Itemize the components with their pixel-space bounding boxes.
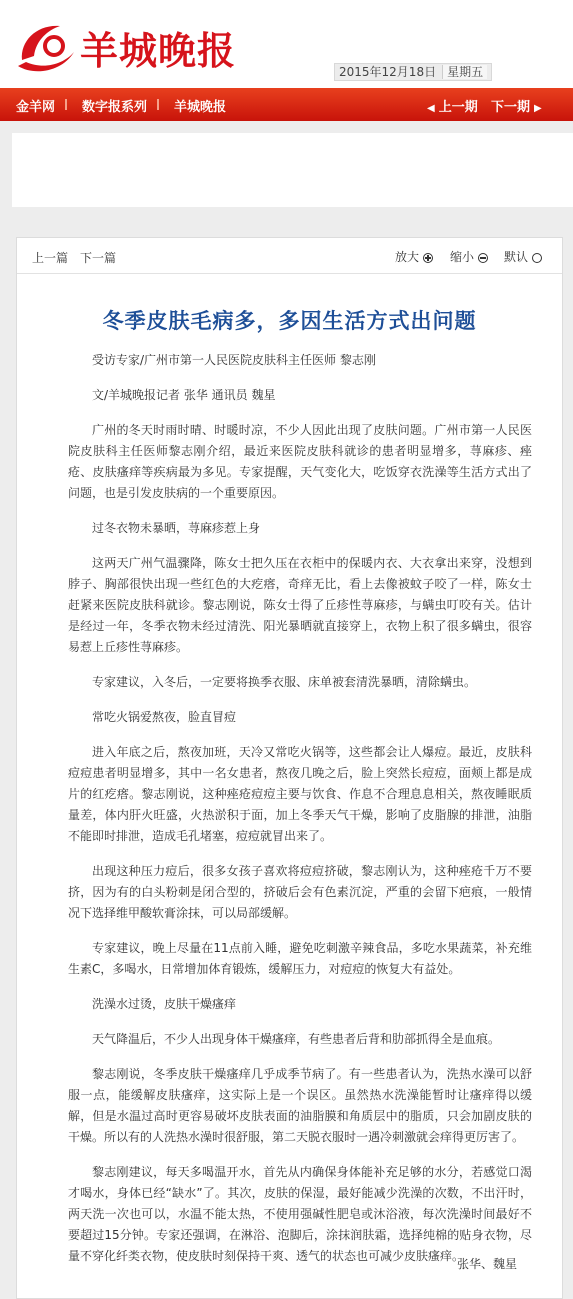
ad-banner-area <box>12 133 573 207</box>
prev-article-link[interactable]: 上一篇 <box>32 251 69 265</box>
toolbar-divider <box>17 273 562 274</box>
zoom-out-button[interactable] <box>450 248 488 265</box>
article-paragraph: 出现这种压力痘后，很多女孩子喜欢将痘痘挤破，黎志刚认为，这种痤疮千万不要挤，因为有的白头粉刺是闭合型的，挤破后会有色素沉淀，严重的会留下疤痕，一般情况下选择维甲酸软膏涂抹，可以局部缓解。 <box>68 864 532 920</box>
nav-item-digital-series[interactable]: 数字报系列 <box>82 100 148 115</box>
nav-divider <box>65 99 67 110</box>
zoom-in-label: 放大 <box>395 250 420 264</box>
section-heading: 过冬衣物未暴晒，荨麻疹惹上身 <box>92 521 261 535</box>
plus-circle-icon <box>423 253 433 263</box>
article-panel <box>16 237 563 1299</box>
article-paragraph: 专家建议，入冬后，一定要将换季衣服、床单被套清洗暴晒，清除螨虫。 <box>92 675 477 689</box>
logo-text: 羊城晚报 <box>80 28 237 73</box>
next-issue-label: 下一期 <box>491 100 531 115</box>
article-paragraph: 进入年底之后，熬夜加班，天冷又常吃火锅等，这些都会让人爆痘。最近，皮肤科痘痘患者明显增多，其中一名女患者，熬夜几晚之后，脸上突然长痘痘，面颊上都是成片的红疙瘩。黎志刚说，这种痤疮痘痘主要与饮食、作息不合理息息相关，熬夜睡眠质量差，体内肝火旺盛，火热淤积于面，加上冬季天气干燥，影响了皮脂腺的排泄，油脂不能即时排泄，造成毛孔堵塞，痘痘就冒出来了。 <box>68 745 532 843</box>
weekday-text: 星期五 <box>442 65 487 79</box>
circle-icon <box>532 253 542 263</box>
right-arrow-icon: ▶ <box>534 103 542 114</box>
prev-issue-link[interactable] <box>427 96 478 115</box>
byline-expert: 受访专家/广州市第一人民医院皮肤科主任医师 黎志刚 <box>92 353 376 367</box>
nav-item-yangcheng-evening[interactable]: 羊城晚报 <box>174 100 227 115</box>
zoom-out-label: 缩小 <box>450 250 475 264</box>
nav-bar <box>0 88 573 121</box>
prev-issue-label: 上一期 <box>438 100 478 115</box>
left-arrow-icon: ◀ <box>427 103 435 114</box>
zoom-default-button[interactable] <box>504 248 542 265</box>
article-paragraph: 这两天广州气温骤降，陈女士把久压在衣柜中的保暖内衣、大衣拿出来穿，没想到脖子、胸部很快出现一些红色的大疙瘩，奇痒无比，看上去像被蚊子咬了一样，陈女士赶紧来医院皮肤科就诊。黎志刚说，陈女士得了丘疹性荨麻疹，与螨虫叮咬有关。估计是经过一年，冬季衣物未经过清洗、阳光暴晒就直接穿上，衣物上积了很多螨虫，很容易惹上丘疹性荨麻疹。 <box>68 556 532 654</box>
article-paragraph: 天气降温后，不少人出现身体干燥瘙痒，有些患者后背和肋部抓得全是血痕。 <box>92 1032 501 1046</box>
issue-date <box>334 63 492 81</box>
zoom-in-button[interactable] <box>395 248 433 265</box>
article-paragraph: 专家建议，晚上尽量在11点前入睡，避免吃刺激辛辣食品，多吃水果蔬菜，补充维生素C，多喝水，日常增加体育锻炼，缓解压力，对痘痘的恢复大有益处。 <box>68 941 532 976</box>
date-text: 2015年12月18日 <box>339 65 437 79</box>
article-paragraph: 黎志刚说，冬季皮肤干燥瘙痒几乎成季节病了。有一些患者认为，洗热水澡可以舒服一点，能缓解皮肤瘙痒，这实际上是一个误区。虽然热水洗澡能暂时让瘙痒得以缓解，但是水温过高时更容易破坏皮肤表面的油脂膜和角质层中的脂质，只会加剧皮肤的干燥。所以有的人洗热水澡时很舒服，第二天脱衣服时一遇冷刺激就会痒得更厉害了。 <box>68 1067 532 1144</box>
section-heading: 常吃火锅爱熬夜，脸直冒痘 <box>92 710 237 724</box>
nav-item-jinyangwang[interactable]: 金羊网 <box>16 100 56 115</box>
byline-reporter: 文/羊城晚报记者 张华 通讯员 魏星 <box>92 388 276 402</box>
article-title: 冬季皮肤毛病多，多因生活方式出问题 <box>102 309 477 333</box>
article-paragraph: 广州的冬天时雨时晴、时暖时凉，不少人因此出现了皮肤问题。广州市第一人民医院皮肤科主任医师黎志刚介绍，最近来医院皮肤科就诊的患者明显增多，荨麻疹、痤疮、皮肤瘙痒等疾病最为多见。专家提醒，天气变化大，吃饭穿衣洗澡等生活方式出了问题，也是引发皮肤病的一个重要原因。 <box>68 423 532 500</box>
next-issue-link[interactable] <box>491 96 542 115</box>
logo-swoosh-icon <box>14 16 78 78</box>
nav-divider <box>157 99 159 110</box>
page-header <box>0 0 573 88</box>
article-author: 张华、魏星 <box>457 1257 518 1271</box>
newspaper-logo[interactable] <box>14 16 237 78</box>
minus-circle-icon <box>478 253 488 263</box>
article-paragraph: 黎志刚建议，每天多喝温开水，首先从内确保身体能补充足够的水分，若感觉口渴才喝水，身体已经“缺水”了。其次，皮肤的保湿，最好能减少洗澡的次数，不出汗时，两天洗一次也可以，水温不能太热，不使用强碱性肥皂或沐浴液，每次洗澡时间最好不要超过15分钟。专家还强调，在淋浴、泡脚后，涂抹润肤霜，选择纯棉的贴身衣物，尽量不穿化纤类衣物，使皮肤时刻保持干爽、透气的状态也可减少皮肤瘙痒。 <box>68 1165 532 1263</box>
zoom-default-label: 默认 <box>504 250 529 264</box>
next-article-link[interactable]: 下一篇 <box>80 251 117 265</box>
article-body <box>68 350 532 1281</box>
section-heading: 洗澡水过烫，皮肤干燥瘙痒 <box>92 997 237 1011</box>
